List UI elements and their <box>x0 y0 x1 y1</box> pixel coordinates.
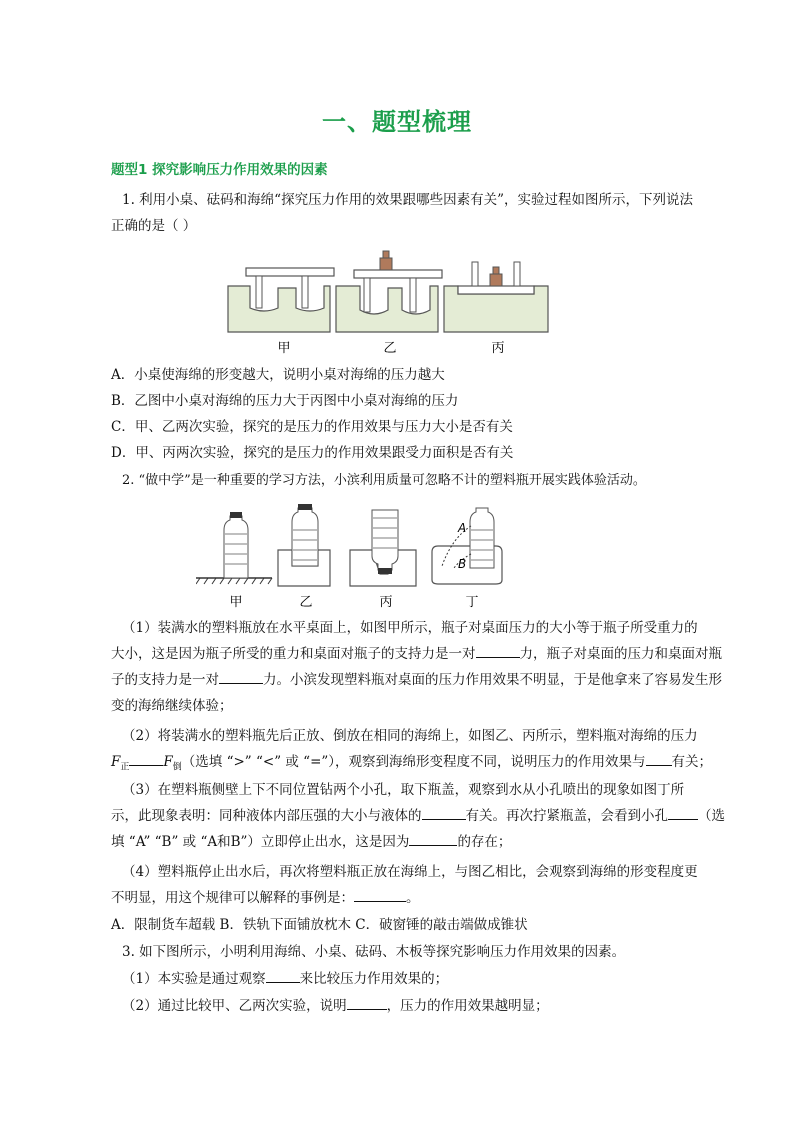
q1-option-d: D．甲、丙两次实验，探究的是压力的作用效果跟受力面积是否有关 <box>111 445 514 461</box>
q2-point-a-label: A <box>458 521 467 535</box>
q1-label-jia: 甲 <box>277 341 291 356</box>
q2-label-ding: 丁 <box>465 595 479 610</box>
q2-label-yi: 乙 <box>299 595 313 610</box>
q1-stem-line1: 1. 利用小桌、砝码和海绵“探究压力作用的效果跟哪些因素有关”，实验过程如图所示，下列说法 <box>122 192 693 208</box>
q2-part3-line2: 示，此现象表明：同种液体内部压强的大小与液体的 有关。再次拧紧瓶盖，会看到小孔 （选 <box>111 803 711 829</box>
q2-blank-6[interactable] <box>668 805 698 820</box>
q2-blank-3[interactable] <box>129 751 163 766</box>
q2-blank-7[interactable] <box>409 831 457 846</box>
q2-part2-line1: （2）将装满水的塑料瓶先后正放、倒放在相同的海绵上，如图乙、丙所示，塑料瓶对海绵的压力 <box>122 728 698 744</box>
q2-part1-line4: 变的海绵继续体验； <box>111 698 233 714</box>
q1-label-yi: 乙 <box>383 341 397 356</box>
q2-point-b-label: B <box>458 557 467 571</box>
q2-figure-jia <box>196 512 272 584</box>
topic-heading: 题型1 探究影响压力作用效果的因素 <box>111 162 328 178</box>
q2-part1-line2: 大小，这是因为瓶子所受的重力和桌面对瓶子的支持力是一对 力，瓶子对桌面的压力和桌面对瓶 <box>111 641 711 667</box>
q2-blank-4[interactable] <box>646 751 672 766</box>
q2-options: A．限制货车超载 B．铁轨下面铺放枕木 C．破窗锤的敲击端做成锥状 <box>111 917 528 933</box>
q1-option-a: A．小桌使海绵的形变越大，说明小桌对海绵的压力越大 <box>111 367 445 383</box>
q2-part2-line2: $F_正$ $F_倒$（选填 “>” “<” 或 “=”），观察到海绵形变程度不同，说明压力的作用效果与 有关； <box>111 749 711 781</box>
q2-part1-line3: 子的支持力是一对 力。小滨发现塑料瓶对桌面的压力作用效果不明显，于是他拿来了容易发生形 <box>111 667 711 693</box>
q1-option-c: C．甲、乙两次实验，探究的是压力的作用效果与压力大小是否有关 <box>111 419 513 435</box>
q3-blank-2[interactable] <box>347 995 387 1010</box>
q2-blank-8[interactable] <box>354 887 406 902</box>
q2-part1-line1: （1）装满水的塑料瓶放在水平桌面上，如图甲所示，瓶子对桌面压力的大小等于瓶子所受重力的 <box>122 620 698 636</box>
q3-stem: 3. 如下图所示，小明利用海绵、小桌、砝码、木板等探究影响压力作用效果的因素。 <box>122 944 626 960</box>
q2-blank-1[interactable] <box>476 643 520 658</box>
q2-figure <box>196 500 516 612</box>
q2-stem: 2. “做中学”是一种重要的学习方法，小滨利用质量可忽略不计的塑料瓶开展实践体验活动。 <box>122 473 646 488</box>
q1-option-b: B．乙图中小桌对海绵的压力大于丙图中小桌对海绵的压力 <box>111 393 459 409</box>
q2-figure-ding <box>432 508 502 584</box>
q3-part2: （2）通过比较甲、乙两次实验，说明 ，压力的作用效果越明显； <box>122 993 722 1019</box>
q2-blank-2[interactable] <box>219 669 263 684</box>
section-title: 一、题型梳理 <box>322 108 472 136</box>
q2-part3-line1: （3）在塑料瓶侧壁上下不同位置钻两个小孔，取下瓶盖，观察到水从小孔喷出的现象如图丁所 <box>122 782 685 798</box>
q2-part3-line3: 填 “A” “B” 或 “A和B”）立即停止出水，这是因为 的存在； <box>111 829 711 855</box>
q3-blank-1[interactable] <box>266 968 300 983</box>
q1-figure-bing <box>444 262 548 332</box>
q2-part4-line2: 不明显，用这个规律可以解释的事例是： 。 <box>111 885 711 911</box>
q1-label-bing: 丙 <box>491 341 505 356</box>
q2-part4-line1: （4）塑料瓶停止出水后，再次将塑料瓶正放在海绵上，与图乙相比，会观察到海绵的形变程度更 <box>122 864 698 880</box>
q1-figure-jia <box>228 268 334 332</box>
q2-figure-bing <box>350 510 416 586</box>
q2-figure-yi <box>278 504 330 586</box>
q3-part1: （1）本实验是通过观察 来比较压力作用效果的； <box>122 966 722 992</box>
q2-label-jia: 甲 <box>229 595 243 610</box>
q2-label-bing: 丙 <box>379 595 393 610</box>
q1-stem-line2: 正确的是（ ） <box>111 218 197 234</box>
q2-blank-5[interactable] <box>422 805 466 820</box>
q1-figure-yi <box>336 251 442 332</box>
q1-figure <box>222 246 552 358</box>
